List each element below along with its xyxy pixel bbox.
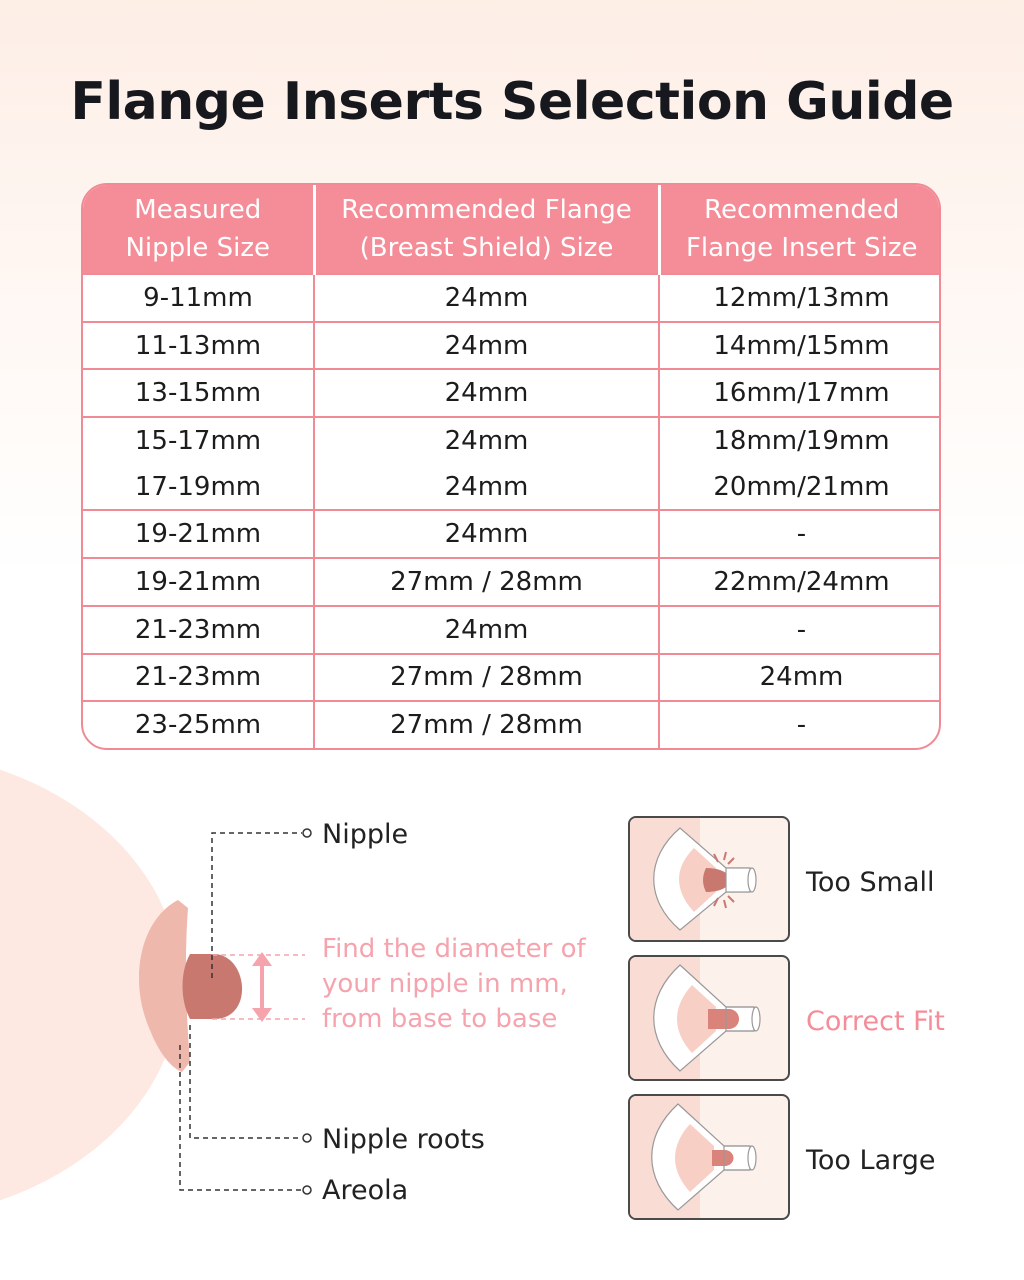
insert-size-cell: -: [659, 510, 941, 558]
flange-size-cell: 27mm / 28mm: [314, 654, 659, 702]
insert-size-cell: 24mm: [659, 654, 941, 702]
areola-outer-shape: [139, 900, 190, 1072]
header-line: Nipple Size: [125, 233, 271, 263]
table-row: [83, 606, 941, 654]
insert-size-cell: 16mm/17mm: [659, 369, 941, 417]
nipple-roots-label: Nipple roots: [322, 1124, 485, 1155]
header-line: (Breast Shield) Size: [359, 233, 614, 263]
header-recommended-insert-size: [659, 185, 941, 274]
insert-size-cell: 22mm/24mm: [659, 558, 941, 606]
flange-too-large-icon: [630, 1096, 788, 1218]
header-measured-nipple-size: [83, 185, 314, 274]
insert-size-cell: 18mm/19mm: [659, 417, 941, 464]
nipple-size-cell: 11-13mm: [83, 322, 314, 370]
insert-size-cell: 20mm/21mm: [659, 464, 941, 511]
table-row: [83, 654, 941, 702]
nipple-shape: [183, 954, 243, 1019]
flange-size-cell: 24mm: [314, 322, 659, 370]
flange-size-cell: 24mm: [314, 606, 659, 654]
nipple-size-cell: 21-23mm: [83, 654, 314, 702]
table-row: [83, 464, 941, 511]
table-row: [83, 322, 941, 370]
too-small-illustration: [628, 816, 790, 942]
flange-size-cell: 27mm / 28mm: [314, 558, 659, 606]
flange-size-cell: 24mm: [314, 369, 659, 417]
nipple-size-cell: 13-15mm: [83, 369, 314, 417]
table-row: [83, 558, 941, 606]
nipple-size-cell: 21-23mm: [83, 606, 314, 654]
insert-size-cell: -: [659, 701, 941, 748]
nipple-label: Nipple: [322, 819, 409, 850]
nipple-size-cell: 19-21mm: [83, 510, 314, 558]
instruction-line: from base to base: [322, 1004, 558, 1034]
areola-label: Areola: [322, 1175, 409, 1206]
header-line: Measured: [134, 195, 262, 225]
correct-fit-illustration: [628, 955, 790, 1081]
table-row: [83, 510, 941, 558]
table-row: [83, 701, 941, 748]
table-header-row: [83, 185, 941, 274]
flange-size-cell: 24mm: [314, 510, 659, 558]
header-line: Recommended: [704, 195, 900, 225]
insert-size-cell: -: [659, 606, 941, 654]
header-line: Recommended Flange: [341, 195, 632, 225]
areola-leader-line: [180, 1045, 302, 1190]
page-title: Flange Inserts Selection Guide: [70, 72, 954, 132]
too-large-illustration: [628, 1094, 790, 1220]
roots-leader-line: [190, 1025, 302, 1138]
insert-size-cell: 14mm/15mm: [659, 322, 941, 370]
too-large-label: Too Large: [806, 1145, 936, 1176]
instruction-line: your nipple in mm,: [322, 969, 568, 999]
nipple-size-cell: 23-25mm: [83, 701, 314, 748]
flange-size-cell: 24mm: [314, 417, 659, 464]
header-line: Flange Insert Size: [685, 233, 918, 263]
table-row: [83, 369, 941, 417]
nipple-size-cell: 15-17mm: [83, 417, 314, 464]
insert-size-cell: 12mm/13mm: [659, 274, 941, 322]
nipple-size-cell: 17-19mm: [134, 471, 262, 502]
nipple-size-cell: 19-21mm: [83, 558, 314, 606]
table-row: [83, 274, 941, 322]
flange-correct-fit-icon: [630, 957, 788, 1079]
selection-table: [81, 183, 941, 750]
header-recommended-flange-size: [314, 185, 659, 274]
correct-fit-label: Correct Fit: [806, 1006, 945, 1037]
too-small-label: Too Small: [806, 867, 935, 898]
nipple-size-cell: 9-11mm: [83, 274, 314, 322]
nipple-leader-line: [212, 833, 302, 978]
flange-size-cell: 24mm: [314, 464, 659, 511]
flange-size-cell: 27mm / 28mm: [314, 701, 659, 748]
measurement-instruction: [322, 932, 622, 1037]
flange-size-cell: 24mm: [314, 274, 659, 322]
table-row: [83, 417, 941, 464]
instruction-line: Find the diameter of: [322, 934, 586, 964]
flange-too-small-icon: [630, 818, 788, 940]
